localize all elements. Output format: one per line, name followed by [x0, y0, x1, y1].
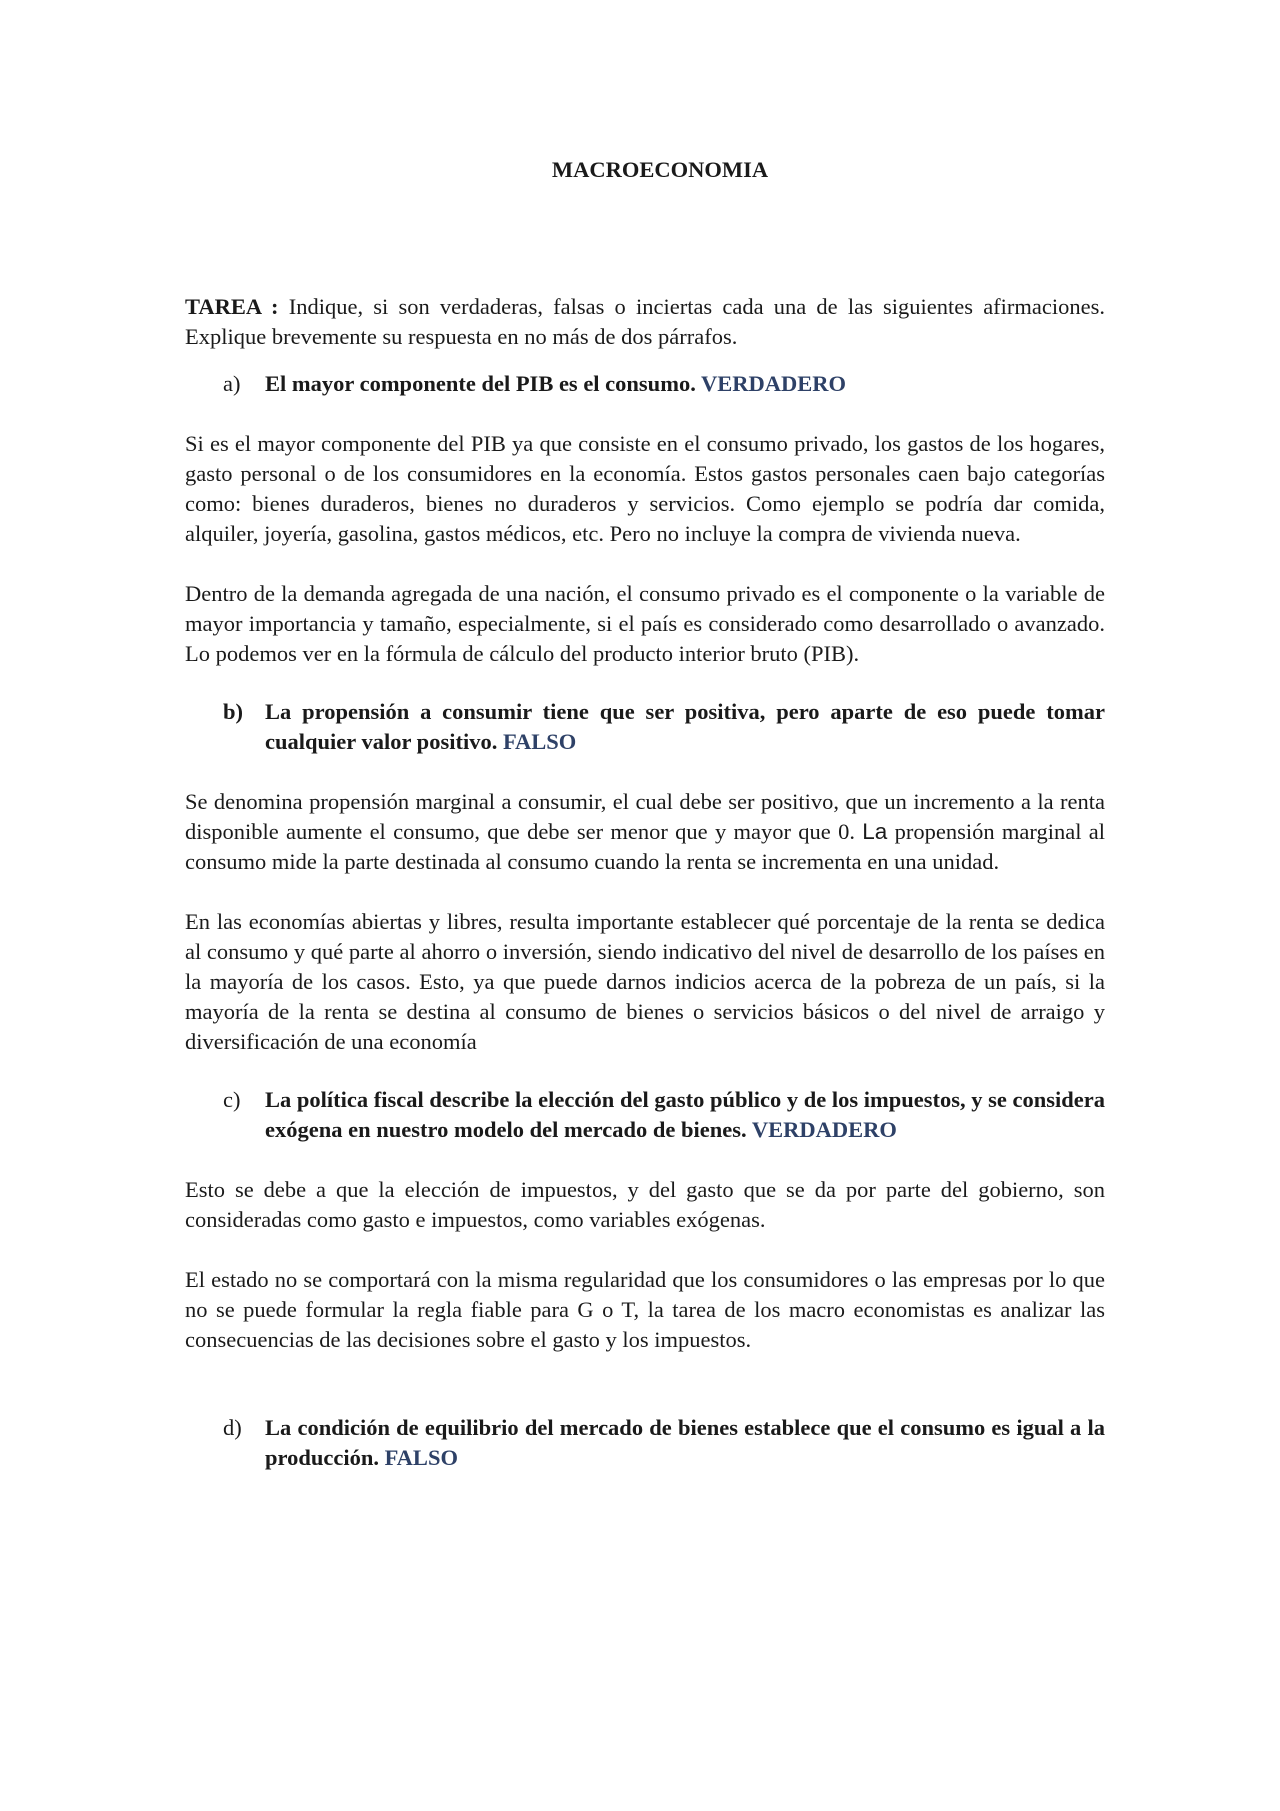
question-a — [185, 369, 1105, 399]
question-d — [185, 1413, 1105, 1473]
answer-paragraph: Dentro de la demanda agregada de una nación, el consumo privado es el componente o la variable de mayor importancia y tamaño, especialmente, si el país es considerado como desarrollado o avanzado. Lo podemos ver en la fórmula de cálculo del producto interior bruto (PIB). — [185, 581, 1105, 666]
question-letter: d) — [223, 1415, 242, 1440]
question-statement: La política fiscal describe la elección del gasto público y de los impuestos, y se considera exógena en nuestro modelo del mercado de bienes. — [265, 1087, 1105, 1142]
answer-paragraph: El estado no se comportará con la misma regularidad que los consumidores o las empresas por lo que no se puede formular la regla fiable para G o T, la tarea de los macro economistas es analizar las consecuencias de las decisiones sobre el gasto y los impuestos. — [185, 1267, 1105, 1352]
page-title: MACROECONOMIA — [551, 157, 769, 182]
question-statement: El mayor componente del PIB es el consumo. — [265, 371, 696, 396]
question-letter: b) — [223, 699, 244, 724]
answer-paragraph: Si es el mayor componente del PIB ya que consiste en el consumo privado, los gastos de los hogares, gasto personal o de los consumidores en la economía. Estos gastos personales caen bajo categorías como: bienes duraderos, bienes no duraderos y servicios. Como ejemplo se podría dar comida, alquiler, joyería, gasolina, gastos médicos, etc. Pero no incluye la compra de vivienda nueva. — [185, 431, 1105, 546]
task-instructions — [185, 292, 1105, 352]
answer-verdict: VERDADERO — [701, 371, 847, 396]
question-b — [185, 697, 1105, 757]
task-label: TAREA : — [185, 294, 279, 319]
answer-verdict: FALSO — [384, 1445, 458, 1470]
answer-paragraph — [185, 787, 1105, 877]
answer-verdict: VERDADERO — [751, 1117, 897, 1142]
question-statement: La propensión a consumir tiene que ser positiva, pero aparte de eso puede tomar cualquier valor positivo. — [265, 699, 1105, 754]
paragraph-text-sans: La — [862, 819, 888, 844]
answer-paragraph: En las economías abiertas y libres, resulta importante establecer qué porcentaje de la renta se dedica al consumo y qué parte al ahorro o inversión, siendo indicativo del nivel de desarrollo de los países en la mayoría de los casos. Esto, ya que puede darnos indicios acerca de la pobreza de un país, si la mayoría de la renta se destina al consumo de bienes o servicios básicos o del nivel de arraigo y diversificación de una economía — [185, 909, 1105, 1054]
task-text: Indique, si son verdaderas, falsas o inciertas cada una de las siguientes afirmaciones. Explique brevemente su respuesta en no más de dos párrafos. — [185, 294, 1106, 349]
paragraph-text: propensión marginal al consumo mide la parte destinada al consumo cuando la renta se incrementa en una unidad. — [185, 819, 1106, 874]
document-body — [185, 155, 1105, 1473]
question-letter: c) — [223, 1087, 241, 1112]
answer-verdict: FALSO — [502, 729, 577, 754]
question-letter: a) — [223, 371, 241, 396]
question-statement: La condición de equilibrio del mercado de bienes establece que el consumo es igual a la producción. — [265, 1415, 1105, 1470]
answer-paragraph: Esto se debe a que la elección de impuestos, y del gasto que se da por parte del gobierno, son consideradas como gasto e impuestos, como variables exógenas. — [185, 1177, 1105, 1232]
question-c — [185, 1085, 1105, 1145]
paragraph-text: Se denomina propensión marginal a consumir, el cual debe ser positivo, que un incremento a la renta disponible aumente el consumo, que debe ser menor que y mayor que 0. — [185, 789, 1105, 844]
